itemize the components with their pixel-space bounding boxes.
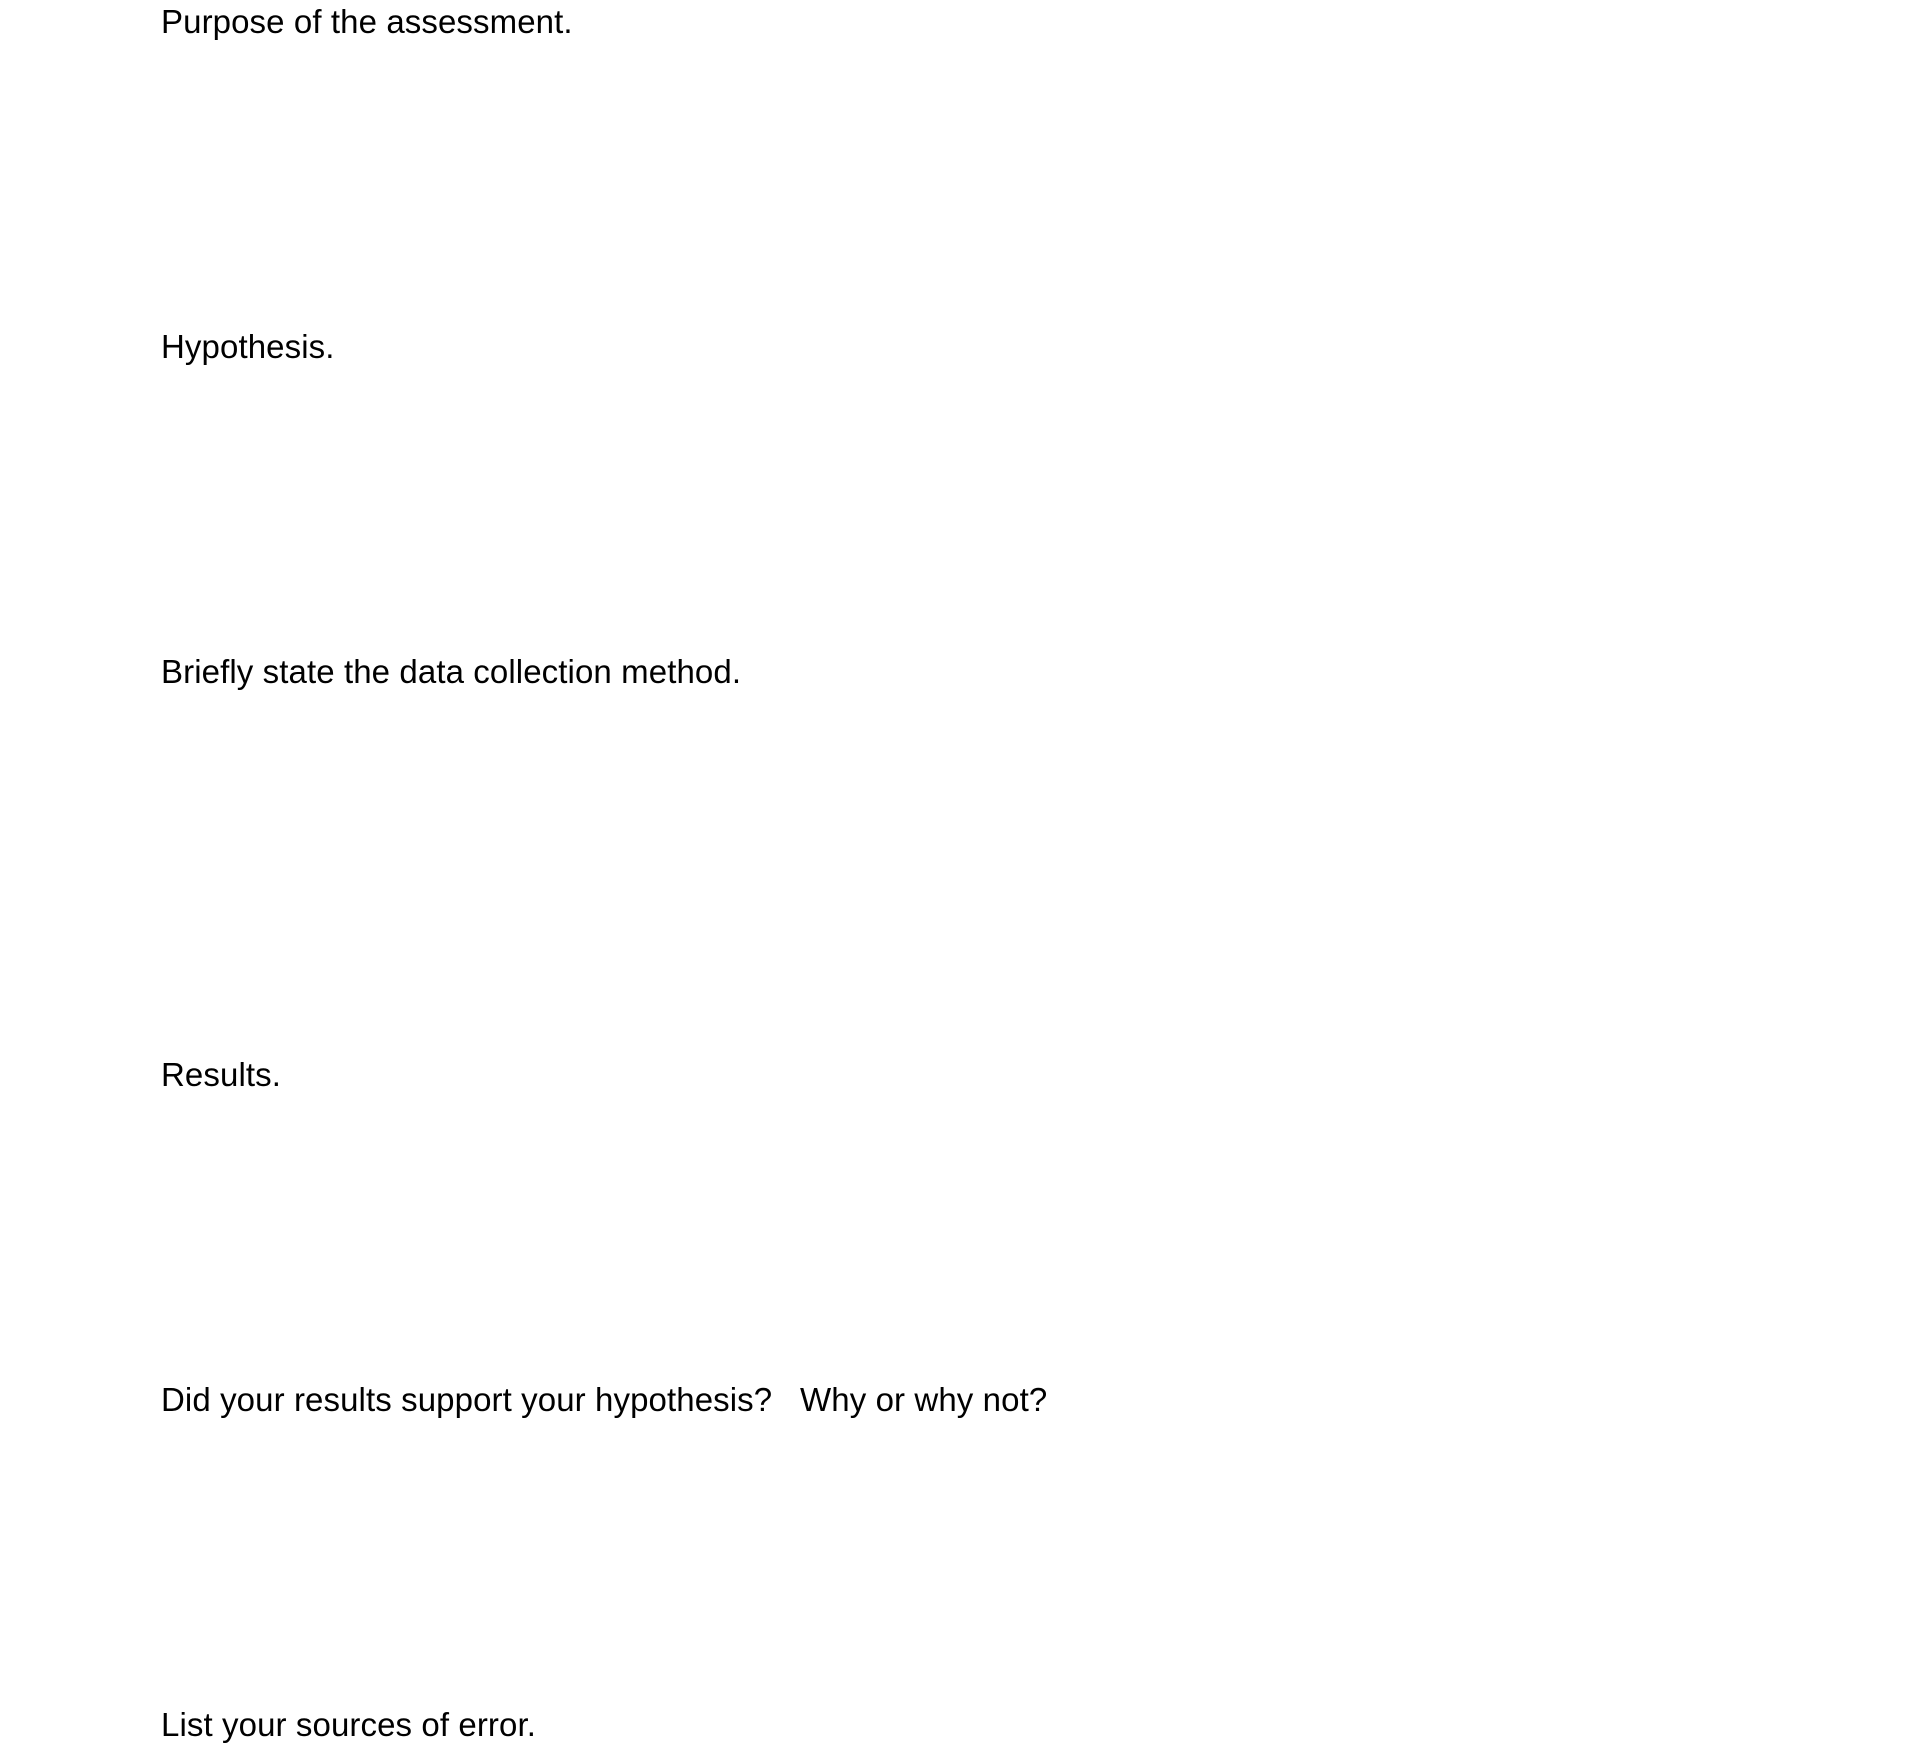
prompt-hypothesis-support: Did your results support your hypothesis? Why or why not? [161,1381,1048,1418]
prompt-sources-of-error: List your sources of error. [161,1706,537,1743]
prompt-hypothesis: Hypothesis. [161,328,335,365]
prompt-data-collection-method: Briefly state the data collection method. [161,653,742,690]
prompt-results: Results. [161,1056,282,1093]
prompt-purpose: Purpose of the assessment. [161,3,573,40]
